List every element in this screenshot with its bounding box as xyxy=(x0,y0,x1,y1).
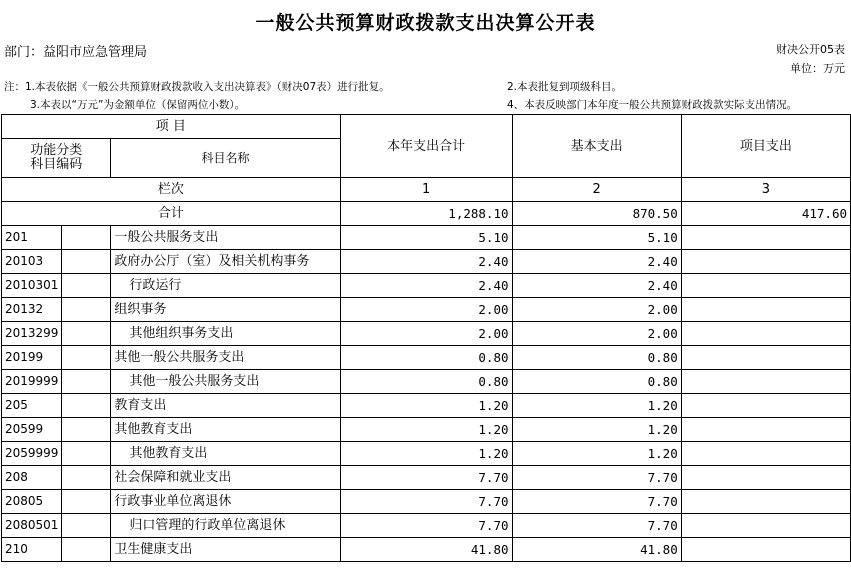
row-code: 20805 xyxy=(2,490,62,514)
header-func-code xyxy=(2,139,111,178)
note-1: 注：1.本表依据《一般公共预算财政拨款收入支出决算表》（财决07表）进行批复。 xyxy=(4,81,390,93)
seq-1: 1 xyxy=(340,178,512,202)
row-project xyxy=(681,274,850,298)
note-4: 4、本表反映部门本年度一般公共预算财政拨款实际支出情况。 xyxy=(507,99,798,111)
row-name: 其他一般公共服务支出 xyxy=(111,370,340,394)
row-project xyxy=(681,466,850,490)
row-spacer xyxy=(62,298,111,322)
row-project xyxy=(681,298,850,322)
row-name: 一般公共服务支出 xyxy=(111,226,340,250)
row-code: 2059999 xyxy=(2,442,62,466)
row-name: 卫生健康支出 xyxy=(111,538,340,562)
row-spacer xyxy=(62,226,111,250)
department-label: 部门：益阳市应急管理局 xyxy=(4,45,148,60)
row-project xyxy=(681,418,850,442)
total-row xyxy=(2,202,851,226)
row-name: 其他一般公共服务支出 xyxy=(111,346,340,370)
row-code: 210 xyxy=(2,538,62,562)
row-basic: 5.10 xyxy=(512,226,681,250)
row-spacer xyxy=(62,418,111,442)
note-2: 2.本表批复到项级科目。 xyxy=(507,81,623,93)
table-row xyxy=(2,274,851,298)
table-row xyxy=(2,322,851,346)
row-name: 其他组织事务支出 xyxy=(111,322,340,346)
row-basic: 0.80 xyxy=(512,370,681,394)
row-total: 2.00 xyxy=(340,298,512,322)
row-spacer xyxy=(62,514,111,538)
row-project xyxy=(681,346,850,370)
seq-2: 2 xyxy=(512,178,681,202)
row-project xyxy=(681,250,850,274)
row-name: 行政运行 xyxy=(111,274,340,298)
row-total: 41.80 xyxy=(340,538,512,562)
row-basic: 1.20 xyxy=(512,418,681,442)
row-code: 20103 xyxy=(2,250,62,274)
row-name: 行政事业单位离退休 xyxy=(111,490,340,514)
table-row xyxy=(2,298,851,322)
row-spacer xyxy=(62,322,111,346)
row-code: 2010301 xyxy=(2,274,62,298)
total-label: 合计 xyxy=(2,202,341,226)
table-row xyxy=(2,226,851,250)
row-name: 组织事务 xyxy=(111,298,340,322)
total-sum: 1,288.10 xyxy=(340,202,512,226)
row-name: 其他教育支出 xyxy=(111,418,340,442)
row-spacer xyxy=(62,250,111,274)
row-basic: 0.80 xyxy=(512,346,681,370)
row-basic: 1.20 xyxy=(512,442,681,466)
row-project xyxy=(681,490,850,514)
row-total: 0.80 xyxy=(340,346,512,370)
header-col-total: 本年支出合计 xyxy=(340,115,512,178)
table-row xyxy=(2,346,851,370)
row-basic: 7.70 xyxy=(512,514,681,538)
row-name: 归口管理的行政单位离退休 xyxy=(111,514,340,538)
row-basic: 41.80 xyxy=(512,538,681,562)
seq-label: 栏次 xyxy=(2,178,341,202)
row-basic: 2.00 xyxy=(512,322,681,346)
row-basic: 7.70 xyxy=(512,490,681,514)
row-basic: 2.40 xyxy=(512,274,681,298)
row-spacer xyxy=(62,394,111,418)
row-code: 20599 xyxy=(2,418,62,442)
total-project: 417.60 xyxy=(681,202,850,226)
row-total: 7.70 xyxy=(340,466,512,490)
note-3: 3.本表以“万元”为金额单位（保留两位小数）。 xyxy=(30,99,246,111)
total-basic: 870.50 xyxy=(512,202,681,226)
row-spacer xyxy=(62,370,111,394)
expenditure-table xyxy=(1,114,851,562)
row-project xyxy=(681,394,850,418)
row-code: 201 xyxy=(2,226,62,250)
row-name: 其他教育支出 xyxy=(111,442,340,466)
table-row xyxy=(2,370,851,394)
table-row xyxy=(2,394,851,418)
table-row xyxy=(2,538,851,562)
row-project xyxy=(681,514,850,538)
row-name: 社会保障和就业支出 xyxy=(111,466,340,490)
row-code: 2019999 xyxy=(2,370,62,394)
row-total: 2.40 xyxy=(340,250,512,274)
row-name: 政府办公厅（室）及相关机构事务 xyxy=(111,250,340,274)
header-func-code-line1: 功能分类 xyxy=(30,143,83,158)
row-code: 205 xyxy=(2,394,62,418)
header-item: 项 目 xyxy=(2,115,341,139)
table-row xyxy=(2,466,851,490)
row-basic: 2.40 xyxy=(512,250,681,274)
row-name: 教育支出 xyxy=(111,394,340,418)
header-subject-name: 科目名称 xyxy=(111,139,340,178)
row-basic: 1.20 xyxy=(512,394,681,418)
row-spacer xyxy=(62,490,111,514)
row-total: 0.80 xyxy=(340,370,512,394)
row-spacer xyxy=(62,466,111,490)
table-row xyxy=(2,514,851,538)
row-spacer xyxy=(62,442,111,466)
row-total: 1.20 xyxy=(340,442,512,466)
unit-label: 单位：万元 xyxy=(790,62,845,75)
row-project xyxy=(681,370,850,394)
row-project xyxy=(681,226,850,250)
row-code: 20199 xyxy=(2,346,62,370)
page-title: 一般公共预算财政拨款支出决算公开表 xyxy=(255,12,596,34)
row-spacer xyxy=(62,346,111,370)
header-col-basic: 基本支出 xyxy=(512,115,681,178)
row-total: 2.40 xyxy=(340,274,512,298)
row-total: 7.70 xyxy=(340,490,512,514)
row-code: 2080501 xyxy=(2,514,62,538)
row-code: 20132 xyxy=(2,298,62,322)
seq-3: 3 xyxy=(681,178,850,202)
row-total: 1.20 xyxy=(340,394,512,418)
row-total: 2.00 xyxy=(340,322,512,346)
row-spacer xyxy=(62,538,111,562)
row-code: 208 xyxy=(2,466,62,490)
table-row xyxy=(2,418,851,442)
row-project xyxy=(681,322,850,346)
row-code: 2013299 xyxy=(2,322,62,346)
row-project xyxy=(681,442,850,466)
table-row xyxy=(2,490,851,514)
row-total: 5.10 xyxy=(340,226,512,250)
table-row xyxy=(2,442,851,466)
form-number: 财决公开05表 xyxy=(776,43,845,56)
row-basic: 2.00 xyxy=(512,298,681,322)
row-spacer xyxy=(62,274,111,298)
header-func-code-line2: 科目编码 xyxy=(30,157,83,172)
row-basic: 7.70 xyxy=(512,466,681,490)
row-total: 7.70 xyxy=(340,514,512,538)
header-col-project: 项目支出 xyxy=(681,115,850,178)
row-project xyxy=(681,538,850,562)
row-total: 1.20 xyxy=(340,418,512,442)
table-row xyxy=(2,250,851,274)
